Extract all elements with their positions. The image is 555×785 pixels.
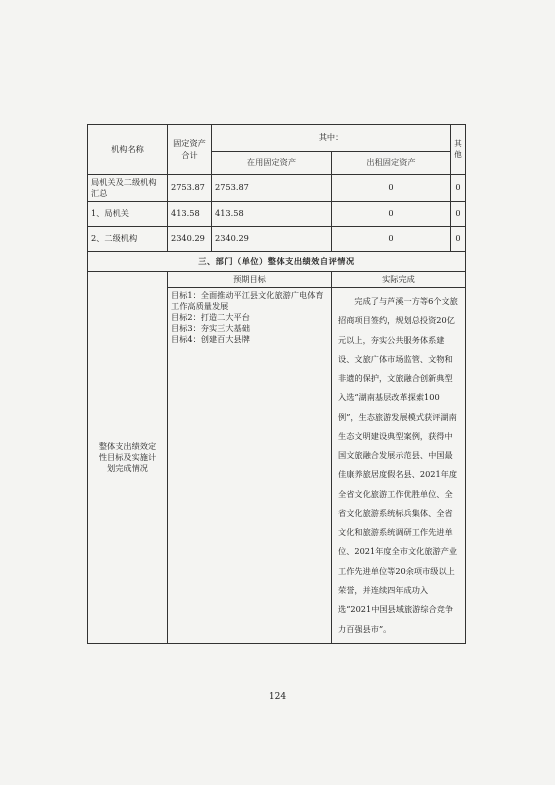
table-row [88, 202, 466, 227]
expected-targets [168, 288, 332, 644]
target-item: 目标2：打造二大平台 [171, 312, 250, 323]
row-in-use: 2340.29 [212, 227, 332, 252]
row-in-use: 413.58 [212, 202, 332, 227]
row-total: 2753.87 [168, 175, 212, 202]
target-item: 目标1：全面推动平江县文化旅游广电体育工作高质量发展 [171, 290, 324, 312]
header-org-name: 机构名称 [88, 125, 168, 175]
section-title: 三、部门（单位）整体支出绩效自评情况 [88, 252, 466, 272]
header-expected-target: 预期目标 [168, 272, 332, 288]
row-name: 1、局机关 [88, 202, 168, 227]
row-rented: 0 [332, 175, 451, 202]
row-in-use: 2753.87 [212, 175, 332, 202]
target-item: 目标4：创建百大县牌 [171, 334, 250, 345]
row-name: 2、二级机构 [88, 227, 168, 252]
header-actual-completion: 实际完成 [332, 272, 466, 288]
row-rented: 0 [332, 202, 451, 227]
header-other: 其他 [451, 125, 466, 175]
table-row [88, 227, 466, 252]
page-number: 124 [268, 692, 287, 702]
row-total: 413.58 [168, 202, 212, 227]
actual-completion [332, 288, 466, 644]
row-total: 2340.29 [168, 227, 212, 252]
header-rented-out: 出租固定资产 [332, 152, 451, 175]
actual-text: 完成了与芦溪一方等6个文旅招商项目签约，规划总投资20亿元以上，夯实公共服务体系建设、文旅广体市场监管、文物和非遗的保护，文旅融合创新典型入选“湖南基层改革探索100例”，生态旅游发展模式获评湖南生态文明建设典型案例，获得中国文旅融合发展示范县、中国最佳康养旅居度假名县、2021年度全省文化旅游工作优胜单位、全省文化旅游系统标兵集体、全省文化和旅游系统调研工作先进单位、2021年度全市文化旅游产业工作先进单位等20余项市级以上荣誉，并连续四年成功入选“2021中国县域旅游综合竞争力百强县市”。 [338, 296, 458, 634]
table-row [88, 175, 466, 202]
fixed-assets-table [87, 124, 466, 644]
row-rented: 0 [332, 227, 451, 252]
target-item: 目标3：夯实三大基础 [171, 323, 250, 334]
row-other: 0 [451, 175, 466, 202]
row-name: 局机关及二级机构汇总 [88, 175, 168, 202]
row-other: 0 [451, 227, 466, 252]
row-other: 0 [451, 202, 466, 227]
header-of-which: 其中： [212, 125, 451, 152]
header-fixed-assets-total: 固定资产合计 [168, 125, 212, 175]
header-in-use: 在用固定资产 [212, 152, 332, 175]
row-label-performance: 整体支出绩效定性目标及实施计划完成情况 [88, 272, 168, 644]
